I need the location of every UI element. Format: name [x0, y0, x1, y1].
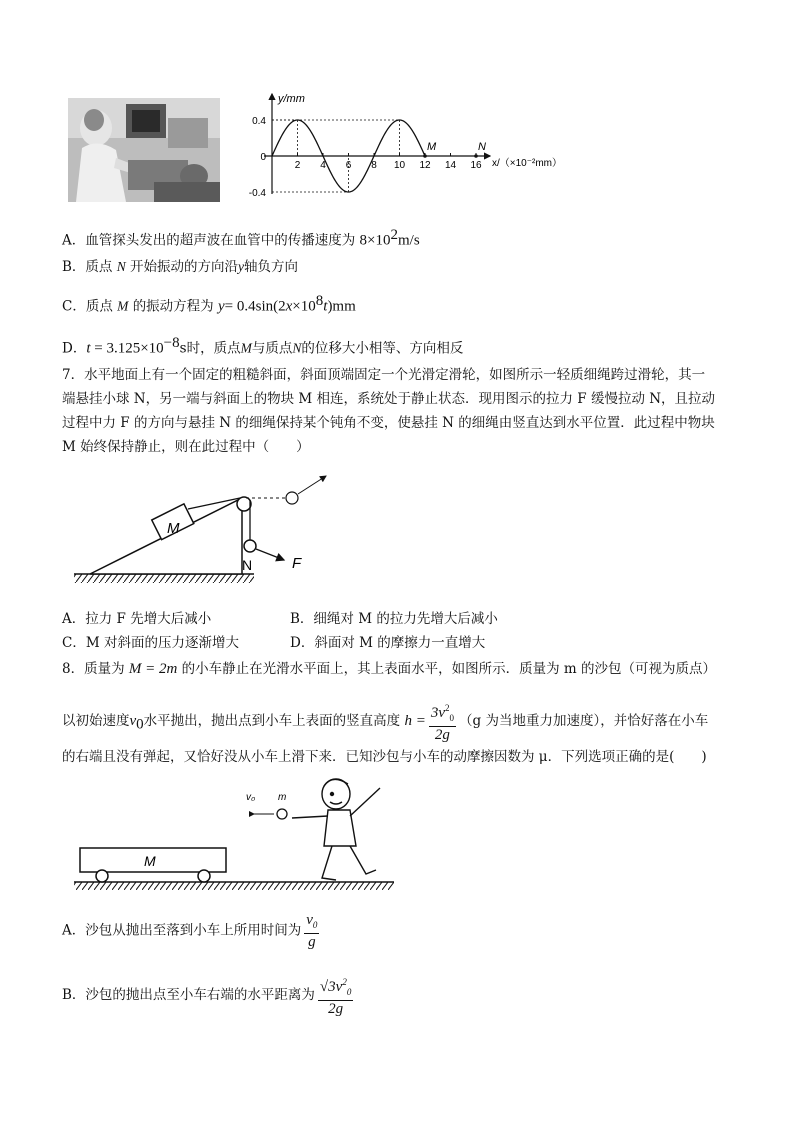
x-tick-label: 4 — [320, 160, 326, 171]
x-tick-label: 10 — [393, 160, 406, 171]
block-m-label: M — [167, 520, 180, 537]
wave-chart-svg — [240, 88, 580, 200]
q8-option-a-fraction — [304, 912, 319, 950]
q6-option-b-text1: B．质点 — [62, 259, 113, 275]
q6-option-d-t: t — [86, 340, 91, 357]
q8-cart-figure — [70, 770, 400, 892]
ball-final-position — [286, 492, 298, 504]
q6-option-c-formula-part3: )mm — [327, 298, 356, 315]
ball-n — [244, 540, 256, 552]
q6-option-c-formula-part2: ×10 — [292, 298, 316, 315]
q6-option-b-text3: 轴负方向 — [244, 259, 299, 275]
q8-stem-line1 — [62, 660, 716, 678]
x-tick-label: 6 — [345, 160, 352, 171]
boy-figure — [292, 779, 380, 880]
q8-height-h: h = — [404, 713, 426, 729]
q6-option-d — [62, 334, 463, 358]
q8-option-a-denominator: g — [308, 934, 316, 950]
q8-stem-line2-b: 水平抛出，抛出点到小车上表面的竖直高度 — [143, 713, 401, 729]
q6-option-a-exponent: 2 — [390, 227, 399, 243]
q8-mass-formula: M = 2m — [128, 661, 178, 677]
q7-option-a: A．拉力 F 先增大后减小 — [62, 611, 212, 627]
q6-option-c-m: M — [117, 298, 129, 314]
q6-option-c-text2: 的振动方程为 — [132, 298, 214, 315]
q8-stem-line2 — [62, 700, 708, 743]
q6-option-c — [62, 292, 356, 316]
q8-option-b-num-sup: 2 — [342, 977, 347, 987]
q8-option-a-text: A．沙包从抛出至落到小车上所用时间为 — [62, 922, 302, 939]
y-tick-label: 0.4 — [252, 116, 266, 127]
q6-option-d-text2: 与质点 — [251, 340, 293, 357]
q6-option-c-formula-exponent: 8 — [315, 293, 324, 309]
q6-option-a-unit: m/s — [398, 232, 420, 249]
point-n-label: N — [478, 141, 486, 153]
force-final-arrow — [298, 476, 326, 494]
q8-height-num-sup: 2 — [445, 703, 450, 713]
q8-stem-line3: 的右端且没有弹起，又恰好没从小车上滑下来．已知沙包与小车的动摩擦因数为 μ．下列选项正确的是( ) — [62, 749, 707, 765]
q8-option-b-text: B．沙包的抛出点至小车右端的水平距离为 — [62, 987, 315, 1003]
q7-incline-figure — [70, 462, 340, 592]
q6-option-a-value: 8×10 — [359, 232, 391, 249]
force-f-label: F — [292, 555, 302, 572]
q8-option-a-num-sub: 0 — [312, 920, 318, 930]
q6-option-d-text3: 的位移大小相等、方向相反 — [301, 340, 464, 357]
q8-option-b-numerator: √3v — [319, 979, 343, 995]
q6-option-d-value: = 3.125×10 — [90, 340, 164, 357]
floor-hatch — [74, 882, 394, 890]
sandbag-m-label: m — [278, 792, 287, 803]
q8-v0-sub: 0 — [136, 716, 144, 733]
q6-option-a — [62, 226, 420, 250]
q8-stem-line1-b: 的小车静止在光滑水平面上，其上表面水平，如图所示．质量为 m 的沙包（可视为质点） — [181, 661, 717, 677]
x-tick-label: 8 — [371, 160, 377, 171]
q6-option-d-text1: s时，质点 — [179, 340, 241, 357]
q8-height-fraction — [429, 700, 456, 743]
point-m-label: M — [427, 141, 437, 153]
q8-option-b — [62, 974, 356, 1017]
pulley — [237, 497, 251, 511]
v0-label: v₀ — [246, 792, 256, 803]
q8-option-b-num-sub: 0 — [346, 987, 352, 997]
y-axis-label: y/mm — [278, 93, 305, 105]
q7-stem-line3: 过程中力 F 的方向与悬挂 N 的细绳保持某个钝角不变，使悬挂 N 的细绳由竖直达到水平位置．此过程中物块 — [62, 415, 715, 431]
ultrasound-photo — [68, 98, 220, 202]
q8-stem-line2-c: （g 为当地重力加速度），并恰好落在小车 — [459, 713, 709, 729]
q8-height-num-sub: 0 — [449, 713, 455, 723]
cart-wheel-left — [96, 870, 108, 882]
q6-option-c-formula-t: t — [323, 298, 328, 315]
q7-stem-line2: 端悬挂小球 N，另一端与斜面上的物块 M 相连，系统处于静止状态．现用图示的拉力 F 缓慢拉动 N，且拉动 — [62, 391, 716, 407]
x-tick-label: 2 — [294, 160, 301, 171]
q8-v0: v — [129, 713, 137, 729]
x-axis-label: x/（×10⁻²mm） — [492, 158, 563, 169]
q6-option-d-prefix: D． — [62, 340, 87, 357]
point-n — [474, 154, 478, 158]
q6-option-b-n: N — [116, 259, 126, 274]
q8-option-b-denominator: 2g — [328, 1001, 344, 1017]
q7-stem-line1: 7．水平地面上有一个固定的粗糙斜面，斜面顶端固定一个光滑定滑轮，如图所示一轻质细绳跨过滑轮，其一 — [62, 367, 706, 383]
q6-option-c-formula-x: x — [285, 298, 293, 315]
ball-n-label: N — [242, 557, 253, 573]
q8-stem-line2-a: 以初始速度 — [62, 713, 130, 729]
q7-option-c: C．M 对斜面的压力逐渐增大 — [62, 635, 239, 651]
q6-option-c-formula-y: y — [217, 298, 225, 315]
q6-option-b-text2: 开始振动的方向沿 — [130, 259, 239, 275]
ground-hatch — [74, 574, 254, 583]
sandbag — [277, 809, 287, 819]
q6-option-d-exponent: −8 — [163, 335, 180, 351]
q7-stem-line4: M 始终保持静止，则在此过程中（ ） — [62, 439, 310, 455]
point-m — [423, 154, 427, 158]
q6-option-b — [62, 258, 298, 276]
q6-option-c-formula-part1: = 0.4sin(2 — [224, 298, 286, 315]
cart-m-label: M — [144, 853, 156, 869]
y-tick-label: 0 — [260, 152, 266, 163]
q8-option-a — [62, 912, 322, 950]
x-tick-label: 12 — [419, 160, 431, 171]
q7-option-b: B．细绳对 M 的拉力先增大后减小 — [290, 611, 498, 627]
q8-option-b-fraction — [318, 974, 353, 1017]
q8-height-denominator: 2g — [434, 727, 450, 743]
cart-wheel-right — [198, 870, 210, 882]
q6-option-d-m: M — [240, 340, 252, 356]
x-tick-label: 14 — [444, 160, 457, 171]
q6-option-b-y: y — [238, 259, 245, 274]
q8-option-a-numerator: v — [306, 912, 313, 928]
wave-chart — [240, 88, 580, 200]
q6-option-d-n: N — [292, 340, 302, 356]
q8-height-numerator: 3v — [430, 705, 446, 721]
q6-option-a-text: A．血管探头发出的超声波在血管中的传播速度为 — [62, 232, 356, 249]
force-f-arrow — [256, 549, 284, 560]
y-tick-label: -0.4 — [248, 188, 266, 199]
q8-stem-line1-a: 8．质量为 — [62, 661, 125, 677]
x-tick-label: 16 — [470, 160, 482, 171]
q7-option-d: D．斜面对 M 的摩擦力一直增大 — [290, 635, 486, 651]
q6-option-c-text1: C．质点 — [62, 298, 113, 315]
